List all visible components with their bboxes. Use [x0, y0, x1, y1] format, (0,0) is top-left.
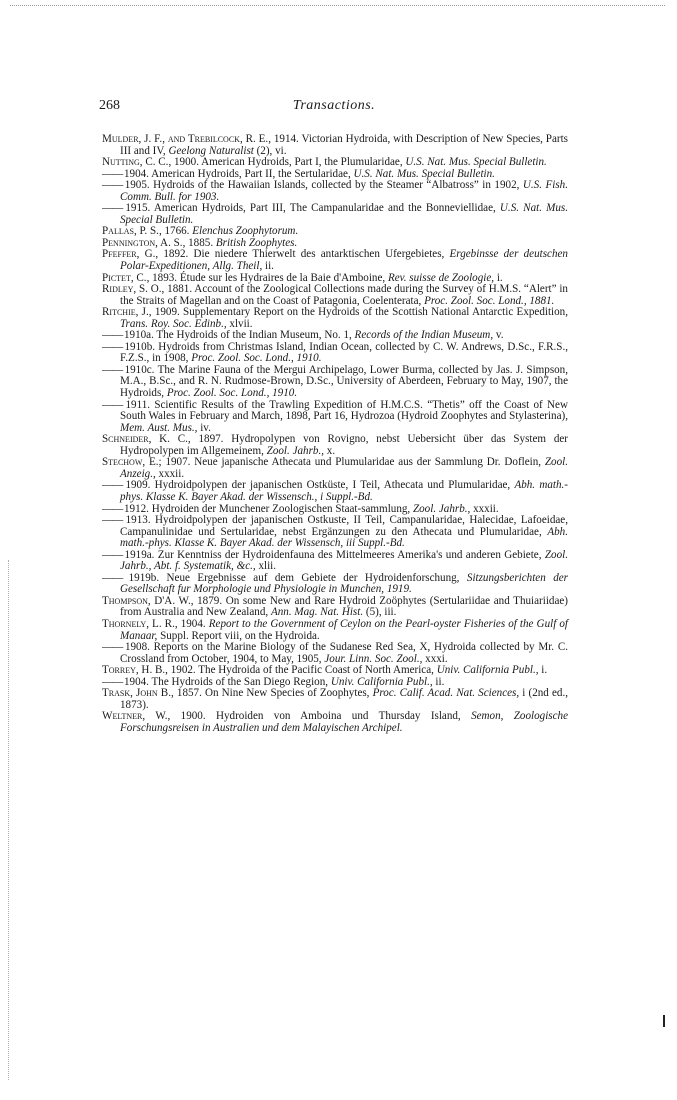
reference-entry: [102, 284, 568, 307]
reference-author: Schneider, K. C.: [102, 433, 188, 446]
reference-text: , 1904.: [174, 617, 209, 630]
reference-entry: [102, 596, 568, 619]
reference-tail: x.: [324, 444, 336, 457]
page-header: [99, 98, 569, 118]
reference-tail: ii.: [262, 260, 274, 273]
reference-dash: ——: [102, 641, 125, 654]
reference-source: Mem. Aust. Mus.,: [120, 421, 198, 434]
reference-author: Stechow, E.: [102, 456, 159, 469]
reference-source: Trans. Roy. Soc. Edinb.,: [120, 317, 227, 330]
reference-source: Univ. California Publ.,: [436, 664, 539, 677]
reference-author: Nutting, C. C.: [102, 156, 169, 169]
reference-entry: [102, 711, 568, 734]
reference-source: Proc. Zool. Soc. Lond., 1881.: [424, 294, 555, 307]
reference-tail: i.: [494, 271, 503, 284]
reference-source: Proc. Zool. Soc. Lond., 1910.: [166, 387, 298, 400]
reference-author: Pallas, P. S.: [102, 225, 159, 238]
reference-text: , 1909. Supplementary Report on the Hydroids of the Scottish National Antarctic Expedition,: [148, 306, 568, 319]
reference-entry: [102, 203, 568, 226]
reference-source: Ann. Mag. Nat. Hist.: [270, 606, 364, 619]
reference-dash: ——: [102, 202, 126, 215]
reference-author: Weltner, W.: [102, 710, 168, 723]
reference-dash: ——: [102, 675, 124, 688]
reference-source: Abh. math.-phys. Klasse K. Bayer Akad. der Wissensch, iii Suppl.-Bd.: [120, 525, 568, 550]
reference-source: Proc. Zool. Soc. Lond., 1910.: [191, 352, 322, 365]
reference-source: Sitzungsberichten der Gesellschaft fur Morphologie und Physiologie in Munchen, 1919.: [120, 571, 568, 596]
reference-dash: ——: [102, 548, 125, 561]
reference-tail: v.: [493, 329, 504, 342]
reference-text: , 1893. Étude sur les Hydraires de la Baie d'Amboine,: [146, 271, 388, 284]
reference-dash: ——: [102, 479, 126, 492]
reference-tail: xlii.: [255, 560, 277, 573]
reference-text: 1910a. The Hydroids of the Indian Museum, No. 1,: [123, 329, 355, 342]
reference-tail: ii.: [432, 675, 445, 688]
reference-tail: (5), iii.: [363, 606, 397, 619]
reference-author: Ridley, S. O.: [102, 283, 162, 296]
reference-source: U.S. Nat. Mus. Special Bulletin.: [405, 156, 547, 169]
reference-text: 1910c. The Marine Fauna of the Mergui Archipelago, Lower Burma, collected by Jas. J. Simpson, M.A., B.Sc., and R. N. Rudmose-Brown, D.Sc., University of Aberdeen, February to May, 1907, the Hydroids,: [120, 363, 569, 400]
reference-text: 1912. Hydroiden der Munchener Zoologischen Staat-sammlung,: [123, 502, 413, 515]
reference-dash: ——: [102, 167, 124, 180]
reference-dash: ——: [102, 514, 126, 527]
reference-source: Rev. suisse de Zoologie,: [387, 271, 495, 284]
reference-entry: [102, 134, 568, 157]
reference-text: , 1879. On some New and Rare Hydroid Zoöphytes (Sertulariidae and Thuiariidae) from Australia and New Zealand,: [120, 594, 568, 619]
reference-source: Proc. Calif. Acad. Nat. Sciences,: [372, 687, 520, 700]
reference-entry: [102, 365, 568, 400]
reference-text: 1904. The Hydroids of the San Diego Region,: [123, 675, 331, 688]
reference-text: , 1766.: [158, 225, 193, 238]
reference-text: , 1857. On Nine New Species of Zoophytes,: [170, 687, 373, 700]
reference-tail: i.: [538, 664, 548, 677]
reference-dash: ——: [102, 398, 126, 411]
reference-entry: [102, 480, 568, 503]
reference-tail: xxxii.: [155, 467, 185, 480]
reference-text: , 1881. Account of the Zoological Collections made during the Survey of H.M.S. “Alert” in the Straits of Magellan and on the Coast of Patagonia, Coelenterata,: [120, 283, 568, 307]
reference-text: 1910b. Hydroids from Christmas Island, Indian Ocean, collected by C. W. Andrews, D.Sc., F.R.S., F.Z.S., in 1908,: [120, 340, 569, 365]
reference-source: U.S. Nat. Mus. Special Bulletin.: [353, 167, 495, 180]
reference-text: 1911. Scientific Results of the Trawling Expedition of H.M.C.S. “Thetis” off the Coast of New South Wales in February and March, 1898, Part 16, Hydrozoa (Hydroid Zoophytes and Stylasterina),: [120, 398, 568, 423]
reference-text: ; 1907. Neue japanische Athecata und Plumularidae aus der Sammlung Dr. Doflein,: [158, 456, 545, 469]
reference-entry: [102, 515, 568, 550]
reference-text: 1909. Hydroidpolypen der japanischen Ostküste, I Teil, Athecata und Plumularidae,: [125, 479, 515, 492]
reference-source: U.S. Nat. Mus. Special Bulletin.: [120, 202, 568, 226]
scan-edge-rule: [10, 5, 665, 6]
running-title: Transactions.: [292, 98, 376, 113]
reference-text: 1919a. Zur Kenntniss der Hydroidenfauna des Mittelmeeres Amerika's und anderen Gebiete,: [124, 548, 545, 561]
reference-entry: [102, 400, 568, 435]
page-number: 268: [99, 98, 120, 113]
reference-author: Pictet, C.: [102, 271, 147, 284]
reference-tail: iv.: [197, 421, 211, 434]
reference-author: Thornely, L. R.: [102, 617, 175, 630]
reference-list: [102, 134, 568, 734]
reference-dash: ——: [102, 571, 129, 584]
reference-source: Elenchus Zoophytorum.: [192, 225, 299, 238]
reference-source: Report to the Government of Ceylon on the Pearl-oyster Fisheries of the Gulf of Manaar,: [120, 617, 568, 642]
reference-entry: [102, 550, 568, 573]
reference-entry: [102, 342, 568, 365]
reference-dash: ——: [102, 340, 125, 353]
reference-dash: ——: [102, 363, 125, 376]
reference-author: Pfeffer, G.: [102, 248, 156, 261]
reference-tail: i (2nd ed., 1873).: [120, 687, 568, 711]
reference-text: 1919b. Neue Ergebnisse auf dem Gebiete der Hydroidenforschung,: [128, 571, 467, 584]
reference-author: Trask, John B.: [102, 687, 171, 700]
reference-dash: ——: [102, 502, 124, 515]
reference-author: Mulder, J. F., and Trebilcock, R. E.: [102, 133, 269, 145]
reference-entry: [102, 249, 568, 272]
reference-entry: [102, 457, 568, 480]
reference-text: , 1900. American Hydroids, Part I, the Plumularidae,: [168, 156, 406, 169]
reference-text: , 1902. The Hydroida of the Pacific Coast of North America,: [165, 664, 437, 677]
reference-source: Jour. Linn. Soc. Zool.,: [324, 652, 423, 665]
reference-author: Ritchie, J.: [102, 306, 149, 319]
scan-speck: [663, 1015, 665, 1027]
reference-entry: [102, 642, 568, 665]
reference-text: 1905. Hydroids of the Hawaiian Islands, collected by the Steamer “Albatross” in 1902,: [124, 179, 523, 192]
reference-source: Zool. Jahrb., Abt. f. Systematik, &c.,: [120, 548, 568, 573]
reference-dash: ——: [102, 179, 125, 192]
reference-text: 1913. Hydroidpolypen der japanischen Ostkuste, II Teil, Campanularidae, Halecidae, Lafoeidae, Campanulinidae und Sertularidae, nebst Ergänzungen zu den Athecata und Plumularidae,: [120, 514, 568, 538]
reference-tail: (2), vi.: [253, 144, 287, 157]
reference-tail: xxxii.: [470, 502, 499, 515]
reference-dash: ——: [102, 329, 124, 342]
reference-source: U.S. Fish. Comm. Bull. for 1903.: [120, 179, 568, 203]
reference-source: Zool. Jahrb.,: [266, 444, 324, 457]
reference-text: , 1900. Hydroiden von Amboina und Thursday Island,: [167, 710, 472, 723]
reference-tail: xlvii.: [226, 317, 253, 330]
reference-entry: [102, 573, 568, 596]
reference-source: Geelong Naturalist: [168, 144, 254, 157]
reference-text: 1904. American Hydroids, Part II, the Sertularidae,: [123, 167, 354, 180]
reference-tail: xxxi.: [422, 652, 448, 665]
reference-author: Pennington, A. S.: [102, 236, 183, 249]
reference-text: 1915. American Hydroids, Part III, The Campanularidae and the Bonneviellidae,: [125, 202, 500, 215]
reference-source: Ergebinsse der deutschen Polar-Expeditionen, Allg. Theil,: [120, 248, 568, 273]
reference-tail: Suppl. Report viii, on the Hydroida.: [157, 629, 320, 642]
reference-source: Records of the Indian Museum,: [354, 329, 494, 342]
reference-source: Zool. Jahrb.,: [412, 502, 471, 515]
reference-entry: [102, 434, 568, 457]
reference-source: Abh. math.-phys. Klasse K. Bayer Akad. der Wissensch., i Suppl.-Bd.: [120, 479, 568, 503]
reference-entry: [102, 180, 568, 203]
scan-margin-marks: [8, 560, 11, 1080]
reference-entry: [102, 307, 568, 330]
reference-text: , 1892. Die niedere Thierwelt des antarktischen Ufergebietes,: [155, 248, 450, 261]
reference-entry: [102, 688, 568, 711]
reference-source: British Zoophytes.: [215, 236, 298, 249]
reference-author: Thompson, D'A. W.: [102, 594, 191, 607]
reference-text: , 1914. Victorian Hydroida, with Description of New Species, Parts III and IV,: [120, 133, 568, 157]
reference-source: Zool. Anzeig.,: [120, 456, 568, 480]
reference-author: Torrey, H. B.: [102, 664, 166, 677]
reference-text: , 1897. Hydropolypen von Rovigno, nebst Uebersicht über das System der Hydropolypen im Allgemeinem,: [120, 433, 569, 457]
reference-entry: [102, 619, 568, 642]
reference-source: Univ. California Publ.,: [330, 675, 433, 688]
reference-text: , 1885.: [182, 236, 216, 249]
reference-text: 1908. Reports on the Marine Biology of the Sudanese Red Sea, X, Hydroida collected by Mr. C. Crossland from October, 1904, to May, 1905,: [120, 641, 569, 665]
reference-source: Semon, Zoologische Forschungsreisen in Australien und dem Malayischen Archipel.: [120, 710, 568, 734]
